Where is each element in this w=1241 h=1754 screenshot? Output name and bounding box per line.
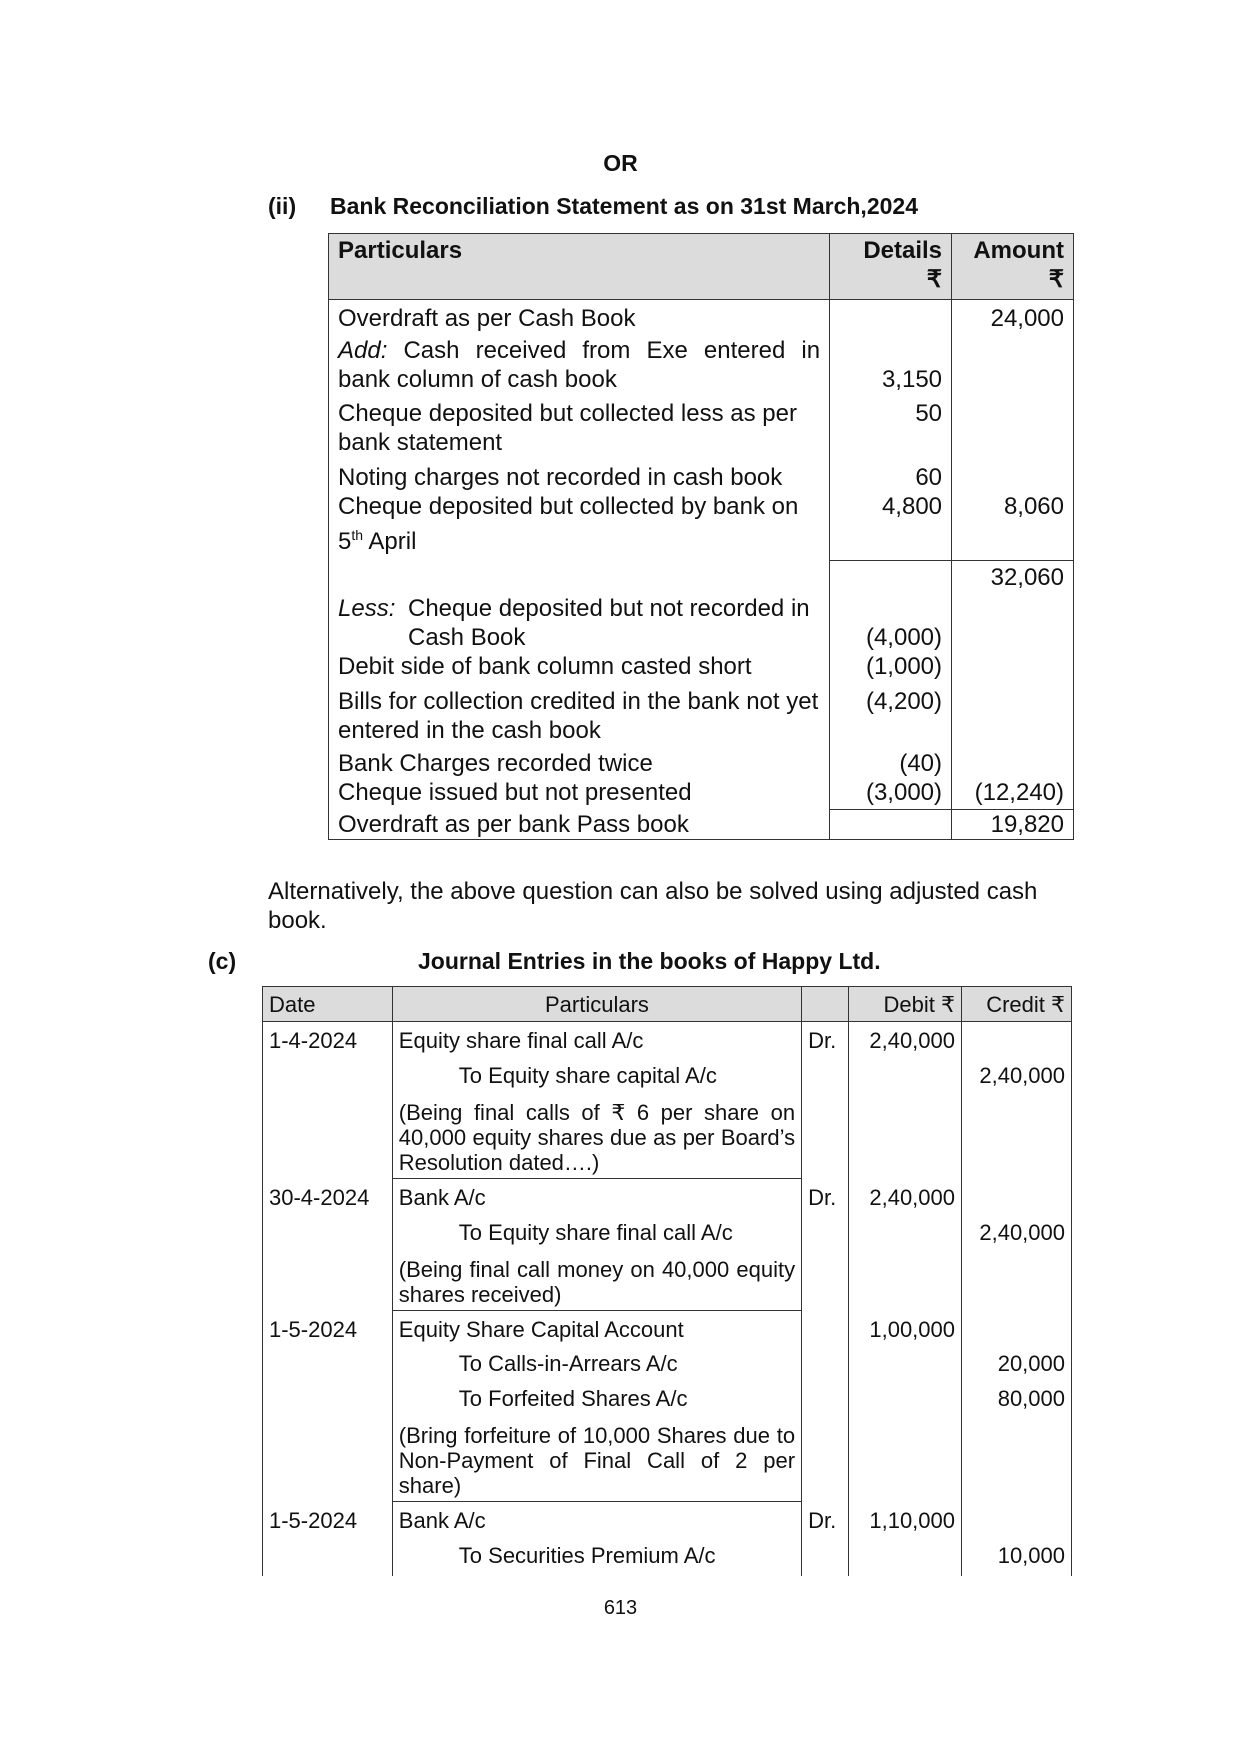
journal-date — [263, 1411, 393, 1502]
journal-dr: Dr. — [802, 1179, 849, 1211]
journal-row — [263, 1502, 1072, 1534]
journal-debit — [849, 1376, 962, 1411]
journal-debit-account: Equity share final call A/c — [392, 1022, 801, 1054]
brs-amount — [952, 333, 1074, 394]
journal-dr — [802, 1311, 849, 1343]
brs-row — [329, 394, 1074, 457]
journal-date: 1-5-2024 — [263, 1311, 393, 1343]
section-number-c: (c) — [208, 948, 237, 974]
brs-details: (4,000) — [830, 592, 952, 652]
less-label: Less: — [338, 594, 396, 622]
brs-particular: Noting charges not recorded in cash book — [329, 457, 830, 492]
brs-details: (3,000) — [830, 778, 952, 810]
brs-amount — [952, 394, 1074, 457]
journal-narration: (Being final calls of ₹ 6 per share on 40,000 equity shares due as per Board’s Resolution dated….) — [392, 1088, 801, 1179]
brs-row — [329, 333, 1074, 394]
brs-particular: Overdraft as per bank Pass book — [329, 810, 830, 840]
brs-details: (4,200) — [830, 681, 952, 745]
journal-title: Journal Entries in the books of Happy Ltd. — [418, 948, 881, 974]
brs-amount: (12,240) — [952, 778, 1074, 810]
brs-row — [329, 745, 1074, 778]
brs-particular: Debit side of bank column casted short — [329, 652, 830, 681]
brs-header-particulars: Particulars — [329, 234, 830, 300]
brs-amount — [952, 652, 1074, 681]
brs-header-details: Details ₹ — [830, 234, 952, 300]
journal-entries-table — [262, 986, 1072, 1576]
journal-dr — [802, 1411, 849, 1502]
journal-row — [263, 1311, 1072, 1343]
journal-date: 1-5-2024 — [263, 1502, 393, 1534]
brs-row — [329, 681, 1074, 745]
journal-dr — [802, 1053, 849, 1088]
journal-date — [263, 1342, 393, 1376]
journal-debit: 1,10,000 — [849, 1502, 962, 1534]
journal-dr — [802, 1342, 849, 1376]
journal-narration: (Bring forfeiture of 10,000 Shares due to Non-Payment of Final Call of 2 per share) — [392, 1411, 801, 1502]
journal-row — [263, 1342, 1072, 1376]
journal-credit: 2,40,000 — [962, 1053, 1072, 1088]
journal-credit — [962, 1088, 1072, 1179]
journal-credit: 10,000 — [962, 1533, 1072, 1576]
brs-row — [329, 778, 1074, 810]
journal-debit: 2,40,000 — [849, 1179, 962, 1211]
journal-dr — [802, 1533, 849, 1576]
brs-details: 60 — [830, 457, 952, 492]
brs-row — [329, 457, 1074, 492]
brs-row — [329, 652, 1074, 681]
section-number-ii: (ii) — [268, 193, 297, 219]
brs-particular: Add: Cash received from Exe entered in bank column of cash book — [329, 333, 830, 394]
journal-date — [263, 1533, 393, 1576]
add-label: Add: — [338, 337, 388, 364]
journal-row — [263, 1210, 1072, 1245]
brs-amount: 24,000 — [952, 300, 1074, 334]
brs-row-total — [329, 810, 1074, 840]
journal-credit — [962, 1179, 1072, 1211]
or-heading: OR — [603, 150, 638, 176]
brs-particular: Cheque issued but not presented — [329, 778, 830, 810]
journal-credit-account: To Equity share final call A/c — [392, 1210, 801, 1245]
journal-debit — [849, 1245, 962, 1311]
journal-row — [263, 1022, 1072, 1054]
brs-details: (40) — [830, 745, 952, 778]
journal-header-credit: Credit ₹ — [962, 987, 1072, 1022]
journal-narration-row — [263, 1411, 1072, 1502]
brs-particular: Cheque deposited but collected by bank on 5th April — [329, 492, 830, 560]
journal-dr — [802, 1245, 849, 1311]
brs-amount — [952, 457, 1074, 492]
journal-credit — [962, 1022, 1072, 1054]
journal-header-row — [263, 987, 1072, 1022]
brs-row — [329, 592, 1074, 652]
journal-credit — [962, 1411, 1072, 1502]
brs-row-subtotal — [329, 560, 1074, 592]
journal-narration-row — [263, 1245, 1072, 1311]
brs-details: (1,000) — [830, 652, 952, 681]
brs-amount — [952, 592, 1074, 652]
journal-date: 30-4-2024 — [263, 1179, 393, 1211]
journal-header-particulars: Particulars — [392, 987, 801, 1022]
journal-dr: Dr. — [802, 1022, 849, 1054]
journal-narration-row — [263, 1088, 1072, 1179]
journal-date — [263, 1245, 393, 1311]
journal-debit — [849, 1088, 962, 1179]
journal-row — [263, 1533, 1072, 1576]
rupee-symbol: ₹ — [1048, 266, 1064, 293]
journal-credit-account: To Securities Premium A/c — [392, 1533, 801, 1576]
journal-debit — [849, 1411, 962, 1502]
journal-credit — [962, 1311, 1072, 1343]
journal-header-debit: Debit ₹ — [849, 987, 962, 1022]
brs-header-amount: Amount ₹ — [952, 234, 1074, 300]
brs-particular: Overdraft as per Cash Book — [329, 300, 830, 334]
journal-credit: 20,000 — [962, 1342, 1072, 1376]
journal-debit: 1,00,000 — [849, 1311, 962, 1343]
journal-debit — [849, 1210, 962, 1245]
journal-credit-account: To Calls-in-Arrears A/c — [392, 1342, 801, 1376]
journal-credit: 2,40,000 — [962, 1210, 1072, 1245]
journal-credit — [962, 1245, 1072, 1311]
brs-amount — [952, 745, 1074, 778]
journal-dr — [802, 1088, 849, 1179]
bank-reconciliation-table — [328, 233, 1074, 840]
brs-details: 50 — [830, 394, 952, 457]
brs-subtotal: 32,060 — [952, 560, 1074, 592]
rupee-symbol: ₹ — [926, 266, 943, 293]
brs-particular: Bills for collection credited in the bank not yet entered in the cash book — [329, 681, 830, 745]
journal-credit-account: To Forfeited Shares A/c — [392, 1376, 801, 1411]
brs-details: 3,150 — [830, 333, 952, 394]
journal-date — [263, 1053, 393, 1088]
journal-dr — [802, 1376, 849, 1411]
brs-amount — [952, 681, 1074, 745]
journal-header-dr — [802, 987, 849, 1022]
journal-debit — [849, 1053, 962, 1088]
brs-particular: Bank Charges recorded twice — [329, 745, 830, 778]
brs-amount: 8,060 — [952, 492, 1074, 560]
brs-details — [830, 810, 952, 840]
journal-debit-account: Bank A/c — [392, 1179, 801, 1211]
brs-total: 19,820 — [952, 810, 1074, 840]
journal-date — [263, 1376, 393, 1411]
brs-particular — [329, 560, 830, 592]
journal-credit: 80,000 — [962, 1376, 1072, 1411]
journal-debit — [849, 1533, 962, 1576]
journal-dr — [802, 1210, 849, 1245]
journal-dr: Dr. — [802, 1502, 849, 1534]
journal-credit — [962, 1502, 1072, 1534]
journal-row — [263, 1376, 1072, 1411]
brs-header-row — [329, 234, 1074, 300]
alternative-note: Alternatively, the above question can also be solved using adjusted cash book. — [268, 878, 1038, 934]
journal-header-date: Date — [263, 987, 393, 1022]
brs-title: Bank Reconciliation Statement as on 31st March,2024 — [330, 193, 918, 219]
brs-details: 4,800 — [830, 492, 952, 560]
journal-debit — [849, 1342, 962, 1376]
brs-row — [329, 300, 1074, 334]
brs-row — [329, 492, 1074, 560]
brs-details — [830, 300, 952, 334]
journal-credit-account: To Equity share capital A/c — [392, 1053, 801, 1088]
brs-particular: Less: Cheque deposited but not recorded in Cash Book — [329, 592, 830, 652]
journal-date — [263, 1210, 393, 1245]
journal-narration: (Being final call money on 40,000 equity shares received) — [392, 1245, 801, 1311]
journal-debit-account: Bank A/c — [392, 1502, 801, 1534]
page-number: 613 — [603, 1597, 638, 1619]
journal-date: 1-4-2024 — [263, 1022, 393, 1054]
brs-details — [830, 560, 952, 592]
journal-row — [263, 1179, 1072, 1211]
brs-particular: Cheque deposited but collected less as per bank statement — [329, 394, 830, 457]
journal-debit-account: Equity Share Capital Account — [392, 1311, 801, 1343]
journal-debit: 2,40,000 — [849, 1022, 962, 1054]
journal-row — [263, 1053, 1072, 1088]
journal-date — [263, 1088, 393, 1179]
